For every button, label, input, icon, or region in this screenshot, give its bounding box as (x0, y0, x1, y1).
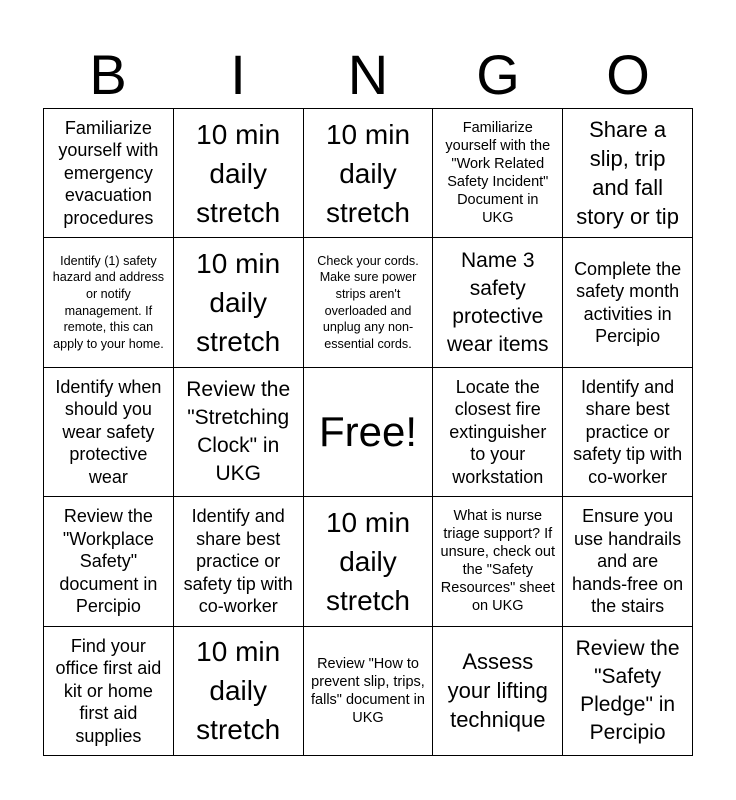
header-letter-g: G (476, 43, 520, 106)
bingo-cell[interactable]: Ensure you use handrails and are hands-free on the stairs (563, 497, 693, 626)
bingo-cell[interactable]: Familiarize yourself with the "Work Related Safety Incident" Document in UKG (433, 109, 563, 238)
bingo-cell[interactable]: 10 min daily stretch (174, 627, 304, 756)
bingo-cell[interactable]: 10 min daily stretch (304, 109, 434, 238)
bingo-cell[interactable]: Identify when should you wear safety protective wear (44, 368, 174, 497)
bingo-cell[interactable]: Complete the safety month activities in Percipio (563, 238, 693, 367)
bingo-cell[interactable]: Identify and share best practice or safety tip with co-worker (174, 497, 304, 626)
bingo-cell[interactable]: Name 3 safety protective wear items (433, 238, 563, 367)
bingo-cell[interactable]: What is nurse triage support? If unsure, check out the "Safety Resources" sheet on UKG (433, 497, 563, 626)
bingo-cell[interactable]: Review the "Stretching Clock" in UKG (174, 368, 304, 497)
bingo-card (43, 108, 693, 756)
header-letter-o: O (606, 43, 650, 106)
bingo-cell[interactable]: Assess your lifting technique (433, 627, 563, 756)
bingo-cell[interactable]: Find your office first aid kit or home first aid supplies (44, 627, 174, 756)
bingo-cell[interactable]: 10 min daily stretch (304, 497, 434, 626)
bingo-cell[interactable]: Identify and share best practice or safety tip with co-worker (563, 368, 693, 497)
bingo-cell[interactable]: 10 min daily stretch (174, 238, 304, 367)
bingo-header (43, 44, 693, 106)
bingo-cell[interactable]: Review "How to prevent slip, trips, falls" document in UKG (304, 627, 434, 756)
bingo-cell[interactable]: Familiarize yourself with emergency evacuation procedures (44, 109, 174, 238)
header-letter-b: B (89, 43, 127, 106)
bingo-cell[interactable]: Identify (1) safety hazard and address or notify management. If remote, this can apply to your home. (44, 238, 174, 367)
bingo-cell[interactable]: Check your cords. Make sure power strips aren't overloaded and unplug any non-essential cords. (304, 238, 434, 367)
bingo-cell[interactable]: 10 min daily stretch (174, 109, 304, 238)
header-letter-n: N (347, 43, 389, 106)
header-letter-i: I (230, 43, 246, 106)
bingo-cell[interactable]: Review the "Workplace Safety" document in Percipio (44, 497, 174, 626)
free-space[interactable]: Free! (304, 368, 434, 497)
bingo-cell[interactable]: Share a slip, trip and fall story or tip (563, 109, 693, 238)
bingo-cell[interactable]: Review the "Safety Pledge" in Percipio (563, 627, 693, 756)
bingo-cell[interactable]: Locate the closest fire extinguisher to your workstation (433, 368, 563, 497)
